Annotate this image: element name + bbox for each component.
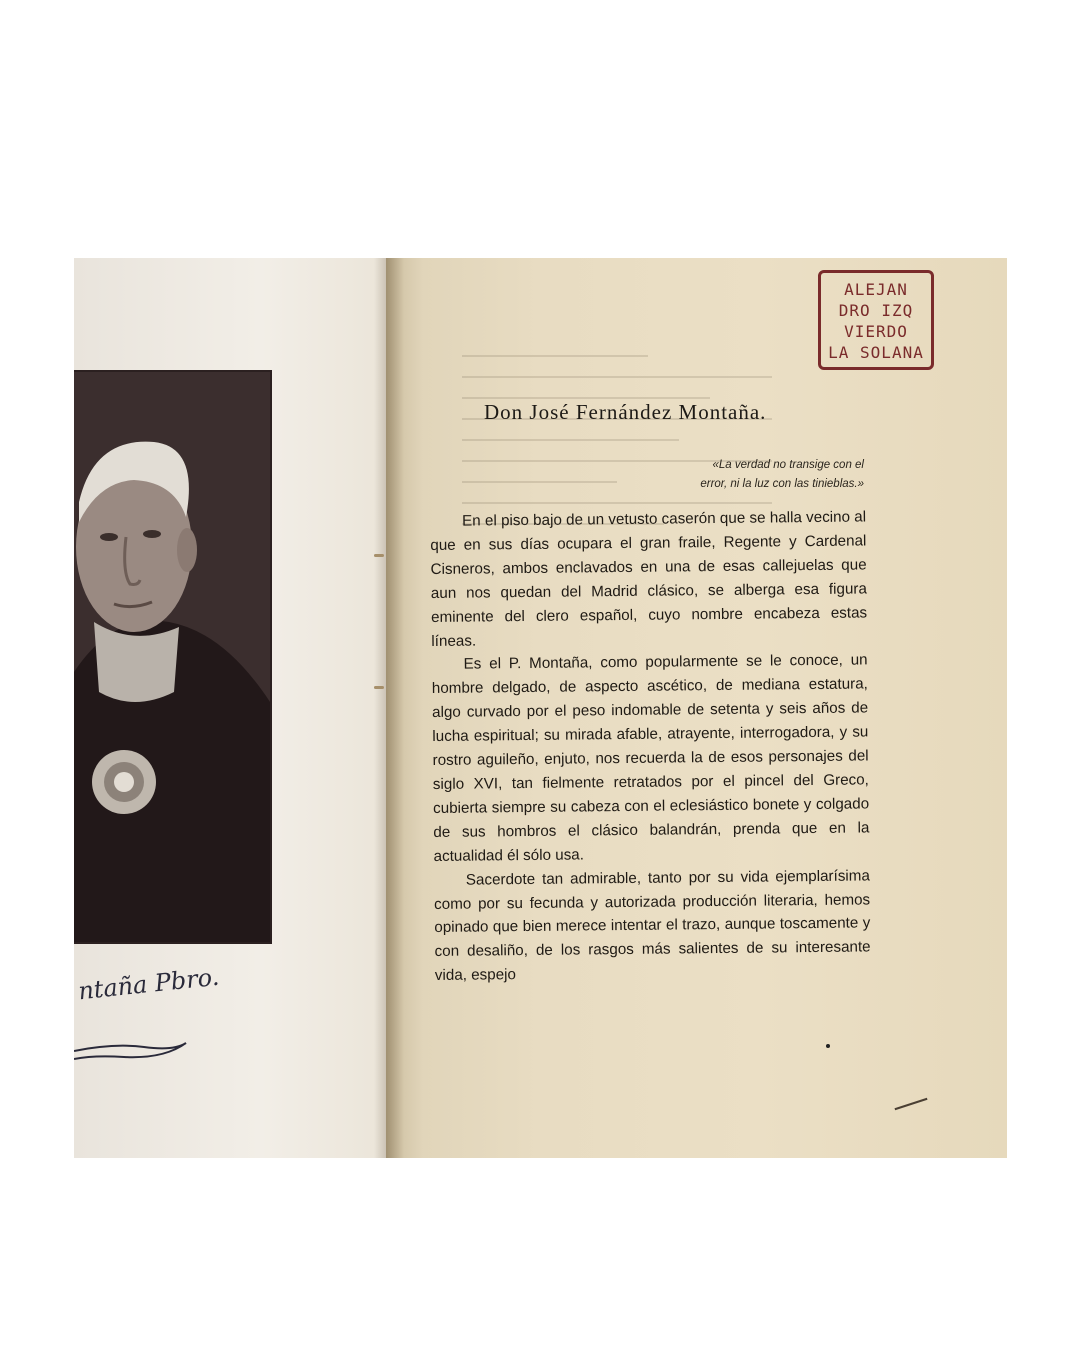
stamp-line: DRO IZQ	[838, 301, 914, 320]
gutter	[386, 258, 404, 1158]
stamp-line: VIERDO	[844, 322, 908, 341]
binding-stitch	[374, 686, 384, 689]
binding-stitch	[374, 554, 384, 557]
stamp-line: ALEJAN	[844, 280, 908, 299]
article-body	[430, 505, 871, 988]
epigraph-line: «La verdad no transige con el	[712, 459, 864, 471]
paragraph: Sacerdote tan admirable, tanto por su vida ejemplarísima como por su fecunda y autorizada producción literaria, hemos opinado que bien merece intentar el trazo, aunque toscamente y con desaliño, de los rasgos más salientes de su interesante vida, espejo	[434, 867, 871, 985]
paragraph: Es el P. Montaña, como popularmente se le conoce, un hombre delgado, de aspecto ascético, de mediana estatura, algo curvado por el peso indomable de setenta y seis años de lucha espiritual; su mirada afable, atrayente, interrogadora, y su rostro aguileño, enjuto, nos recuerda la de esos personajes del siglo XVI, tan fielmente retratados por el pincel del Greco, cubierta siempre su cabeza con el eclesiástico bonete y colgado de sus hombros el clásico balandrán, prenda que en la actualidad él sólo usa.	[431, 651, 870, 865]
portrait-photo	[74, 370, 272, 944]
paragraph: En el piso bajo de un vetusto caserón que se halla vecino al que en sus días ocupara el gran fraile, Regente y Cardenal Cisneros, ambos enclavados en una de esas callejuelas que aun nos quedan del Madrid clásico, se alberga esa figura eminente del clero español, cuyo nombre encabeza estas líneas.	[430, 508, 868, 650]
book-photo	[74, 258, 1007, 1158]
page-mark	[826, 1044, 830, 1048]
left-page	[74, 258, 386, 1158]
epigraph	[654, 456, 864, 494]
article-title: Don José Fernández Montaña.	[484, 400, 767, 424]
owner-stamp	[818, 270, 934, 370]
signature: ntaña Pbro.	[76, 962, 221, 1006]
stamp-line: LA SOLANA	[828, 343, 924, 362]
epigraph-line: error, ni la luz con las tinieblas.»	[700, 478, 864, 490]
portrait-figure-icon	[74, 372, 270, 942]
